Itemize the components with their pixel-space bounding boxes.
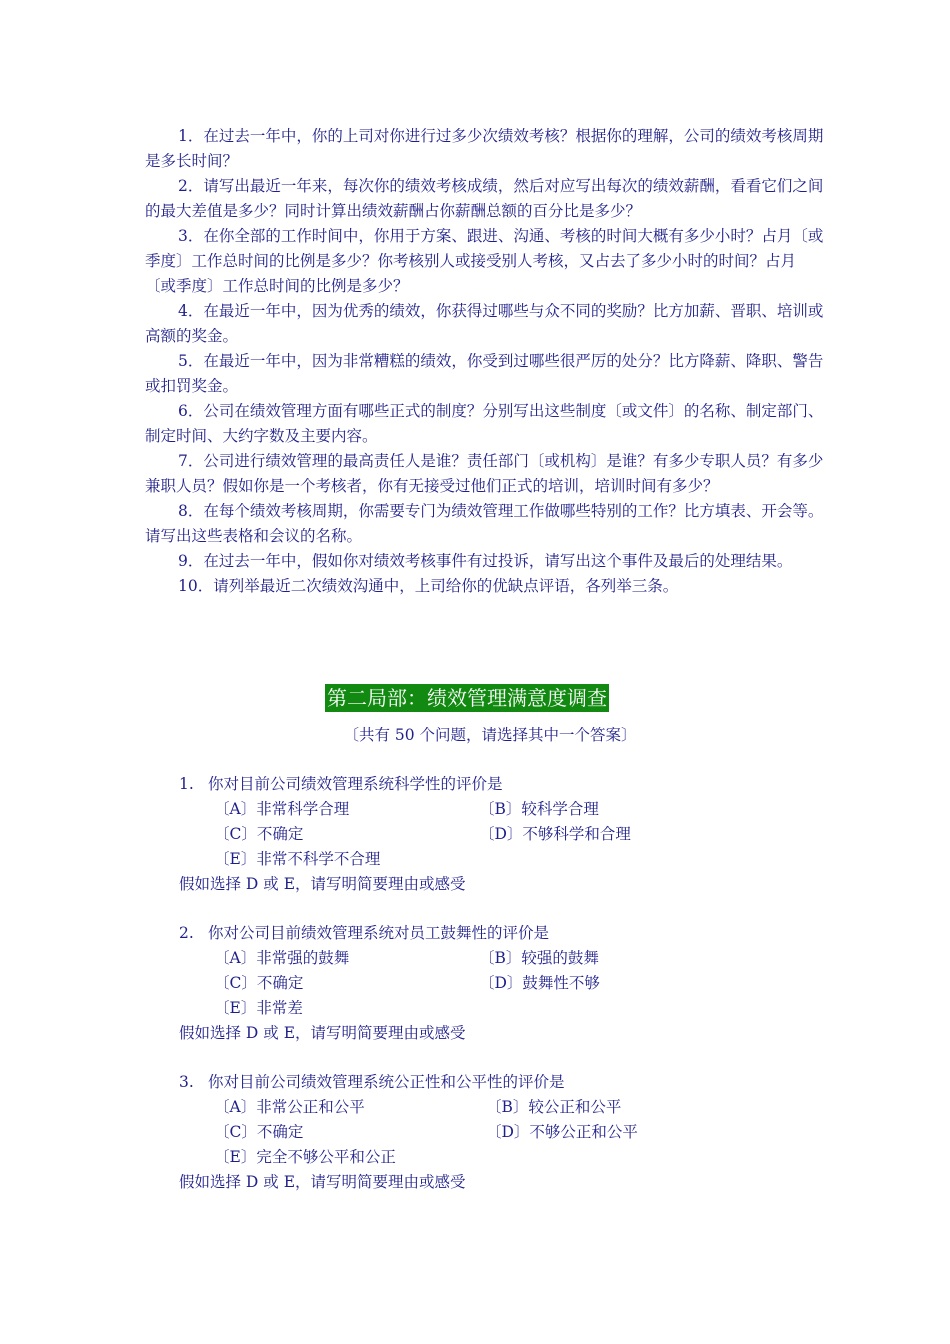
section-heading: 第二局部：绩效管理满意度调查 (327, 686, 607, 710)
part1-item: 4．在最近一年中，因为优秀的绩效，你获得过哪些与众不同的奖励？比方加薪、晋职、培训或高额的奖金。 (145, 302, 824, 345)
answer-options (214, 946, 739, 1021)
option-a[interactable]: 〔A〕非常科学合理 (214, 800, 350, 818)
reason-prompt: 假如选择 D 或 E，请写明简要理由或感受 (179, 1173, 466, 1191)
part1-item: 7．公司进行绩效管理的最高责任人是谁？责任部门〔或机构〕是谁？有多少专职人员？有多少兼职人员？假如你是一个考核者，你有无接受过他们正式的培训，培训时间有多少？ (145, 452, 824, 495)
question-stem (179, 921, 739, 946)
question-stem (179, 1070, 739, 1095)
option-d[interactable]: 〔D〕不够科学和合理 (479, 825, 631, 843)
question-number: 3. (179, 1073, 194, 1091)
option-e[interactable]: 〔E〕非常不科学不合理 (214, 850, 381, 868)
option-b[interactable]: 〔B〕较强的鼓舞 (479, 949, 599, 967)
survey-question-2 (179, 921, 739, 1046)
part1-item: 3．在你全部的工作时间中，你用于方案、跟进、沟通、考核的时间大概有多少小时？占月〔或季度〕工作总时间的比例是多少？你考核别人或接受别人考核，又占去了多少小时的时间？占月〔或季度〕工作总时间的比例是多少？ (145, 227, 824, 295)
part1-item: 10．请列举最近二次绩效沟通中，上司给你的优缺点评语，各列举三条。 (178, 577, 679, 595)
option-e[interactable]: 〔E〕非常差 (214, 999, 303, 1017)
reason-prompt: 假如选择 D 或 E，请写明简要理由或感受 (179, 1024, 466, 1042)
part1-item: 6．公司在绩效管理方面有哪些正式的制度？分别写出这些制度〔或文件〕的名称、制定部门、制定时间、大约字数及主要内容。 (145, 402, 824, 445)
option-c[interactable]: 〔C〕不确定 (214, 825, 304, 843)
part1-question-list (145, 124, 825, 599)
reason-prompt: 假如选择 D 或 E，请写明简要理由或感受 (179, 875, 466, 893)
question-stem (179, 772, 739, 797)
answer-options (214, 797, 739, 872)
option-b[interactable]: 〔B〕较公正和公平 (486, 1098, 622, 1116)
answer-options (214, 1095, 739, 1170)
survey-question-3 (179, 1070, 739, 1195)
option-c[interactable]: 〔C〕不确定 (214, 1123, 304, 1141)
part1-item: 9．在过去一年中，假如你对绩效考核事件有过投诉，请写出这个事件及最后的处理结果。 (178, 552, 793, 570)
section-subtitle: 〔共有 50 个问题，请选择其中一个答案〕 (343, 726, 637, 744)
part1-item: 1．在过去一年中，你的上司对你进行过多少次绩效考核？根据你的理解，公司的绩效考核周期是多长时间？ (145, 127, 824, 170)
question-text: 你对目前公司绩效管理系统科学性的评价是 (208, 775, 503, 793)
option-d[interactable]: 〔D〕不够公正和公平 (486, 1123, 638, 1141)
question-text: 你对公司目前绩效管理系统对员工鼓舞性的评价是 (208, 924, 550, 942)
option-a[interactable]: 〔A〕非常公正和公平 (214, 1098, 365, 1116)
option-c[interactable]: 〔C〕不确定 (214, 974, 304, 992)
option-b[interactable]: 〔B〕较科学合理 (479, 800, 599, 818)
part1-item: 5．在最近一年中，因为非常糟糕的绩效，你受到过哪些很严厉的处分？比方降薪、降职、警告或扣罚奖金。 (145, 352, 824, 395)
option-d[interactable]: 〔D〕鼓舞性不够 (479, 974, 600, 992)
survey-question-1 (179, 772, 739, 897)
part1-item: 2．请写出最近一年来，每次你的绩效考核成绩，然后对应写出每次的绩效薪酬，看看它们之间的最大差值是多少？同时计算出绩效薪酬占你薪酬总额的百分比是多少？ (145, 177, 824, 220)
option-e[interactable]: 〔E〕完全不够公平和公正 (214, 1148, 396, 1166)
part1-item: 8．在每个绩效考核周期，你需要专门为绩效管理工作做哪些特别的工作？比方填表、开会等。请写出这些表格和会议的名称。 (145, 502, 824, 545)
option-a[interactable]: 〔A〕非常强的鼓舞 (214, 949, 350, 967)
question-number: 2. (179, 924, 194, 942)
question-text: 你对目前公司绩效管理系统公正性和公平性的评价是 (208, 1073, 565, 1091)
question-number: 1. (179, 775, 194, 793)
